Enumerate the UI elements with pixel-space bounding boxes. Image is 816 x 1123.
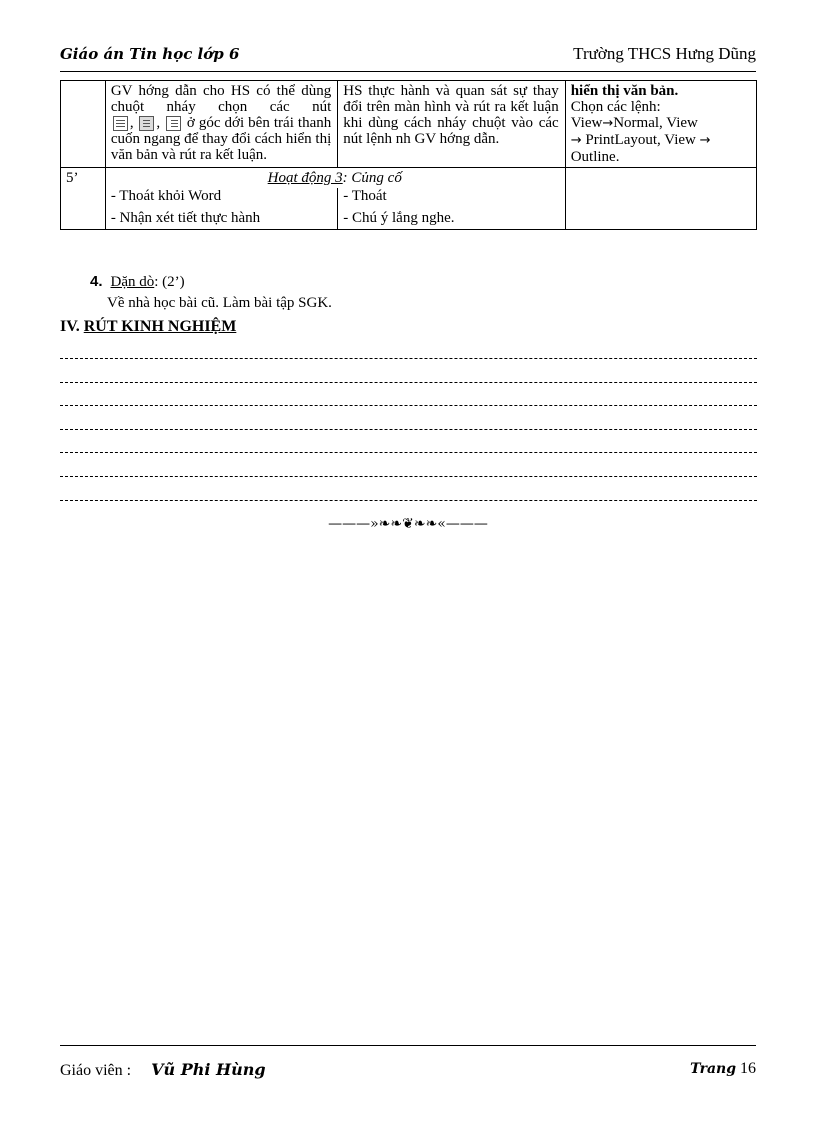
content-line: Chọn các lệnh: bbox=[570, 99, 661, 115]
table-row bbox=[61, 168, 757, 189]
section-label: Dặn dò bbox=[110, 274, 155, 290]
teacher-text-b: ở góc dới bên trái thanh cuốn ngang để thay đổi cách hiển thị văn bản và rút ra kết luận. bbox=[110, 115, 332, 164]
header-subject: Giáo án Tin học lớp 6 bbox=[60, 45, 240, 63]
note-line bbox=[60, 476, 757, 477]
time-cell bbox=[61, 81, 106, 168]
teacher-item: - Thoát khỏi Word bbox=[105, 188, 337, 206]
content-cell bbox=[565, 81, 756, 168]
outline-view-icon bbox=[166, 116, 181, 131]
note-line bbox=[60, 382, 757, 383]
content-view: View bbox=[570, 115, 603, 131]
section-experience bbox=[60, 318, 236, 336]
page-number: 16 bbox=[740, 1060, 756, 1077]
activity-title bbox=[105, 168, 565, 189]
note-line bbox=[60, 429, 757, 430]
footer-divider bbox=[60, 1045, 756, 1046]
teacher-item: - Nhận xét tiết thực hành bbox=[105, 206, 337, 230]
note-line bbox=[60, 500, 757, 501]
normal-view-icon bbox=[113, 116, 128, 131]
teacher-name: Vũ Phi Hùng bbox=[151, 1060, 266, 1079]
header-divider bbox=[60, 71, 756, 72]
activity-rest: : Củng cố bbox=[342, 170, 402, 186]
section-title: RÚT KINH NGHIỆM bbox=[83, 318, 237, 335]
content-normal: Normal, View bbox=[613, 115, 698, 131]
section-number: 4. bbox=[90, 273, 103, 290]
note-line bbox=[60, 405, 757, 406]
homework-text: Về nhà học bài cũ. Làm bài tập SGK. bbox=[107, 295, 332, 311]
content-outline: Outline. bbox=[570, 149, 620, 165]
table-row bbox=[61, 81, 757, 168]
lesson-table bbox=[60, 80, 757, 230]
content-print: PrintLayout, View bbox=[585, 132, 696, 148]
teacher-activity-cell bbox=[105, 81, 337, 168]
header-school: Trường THCS Hưng Dũng bbox=[573, 44, 756, 63]
student-item: - Thoát bbox=[338, 188, 565, 206]
section-duration: : (2’) bbox=[154, 274, 185, 290]
footer-label: Giáo viên : bbox=[60, 1062, 132, 1079]
arrow-icon: → bbox=[699, 133, 711, 148]
ornament-divider: ———»❧❧❦❧❧«——— bbox=[328, 516, 488, 532]
page-label: Trang bbox=[690, 1061, 736, 1077]
time-cell: 5’ bbox=[61, 168, 106, 230]
arrow-icon: → bbox=[570, 133, 582, 148]
arrow-icon: → bbox=[602, 116, 614, 131]
content-cell bbox=[565, 168, 756, 230]
footer-teacher bbox=[60, 1060, 266, 1080]
view-buttons: , , bbox=[111, 115, 183, 131]
student-item: - Chú ý lắng nghe. bbox=[338, 206, 565, 230]
activity-label: Hoạt động 3 bbox=[267, 170, 343, 186]
note-line bbox=[60, 358, 757, 359]
student-activity-cell: HS thực hành và quan sát sự thay đổi trên màn hình và rút ra kết luận khi dùng cách nháy chuột vào các nút lệnh nh GV hớng dẫn. bbox=[338, 81, 565, 168]
note-line bbox=[60, 452, 757, 453]
section-homework bbox=[90, 273, 185, 291]
section-number: IV. bbox=[60, 318, 80, 335]
footer-page bbox=[690, 1060, 756, 1078]
content-heading: hiển thị văn bản. bbox=[570, 83, 679, 99]
teacher-text-a: GV hớng dẫn cho HS có thể dùng chuột nháy chọn các nút bbox=[110, 83, 332, 115]
notes-lines bbox=[60, 358, 757, 523]
print-layout-view-icon bbox=[139, 116, 154, 131]
